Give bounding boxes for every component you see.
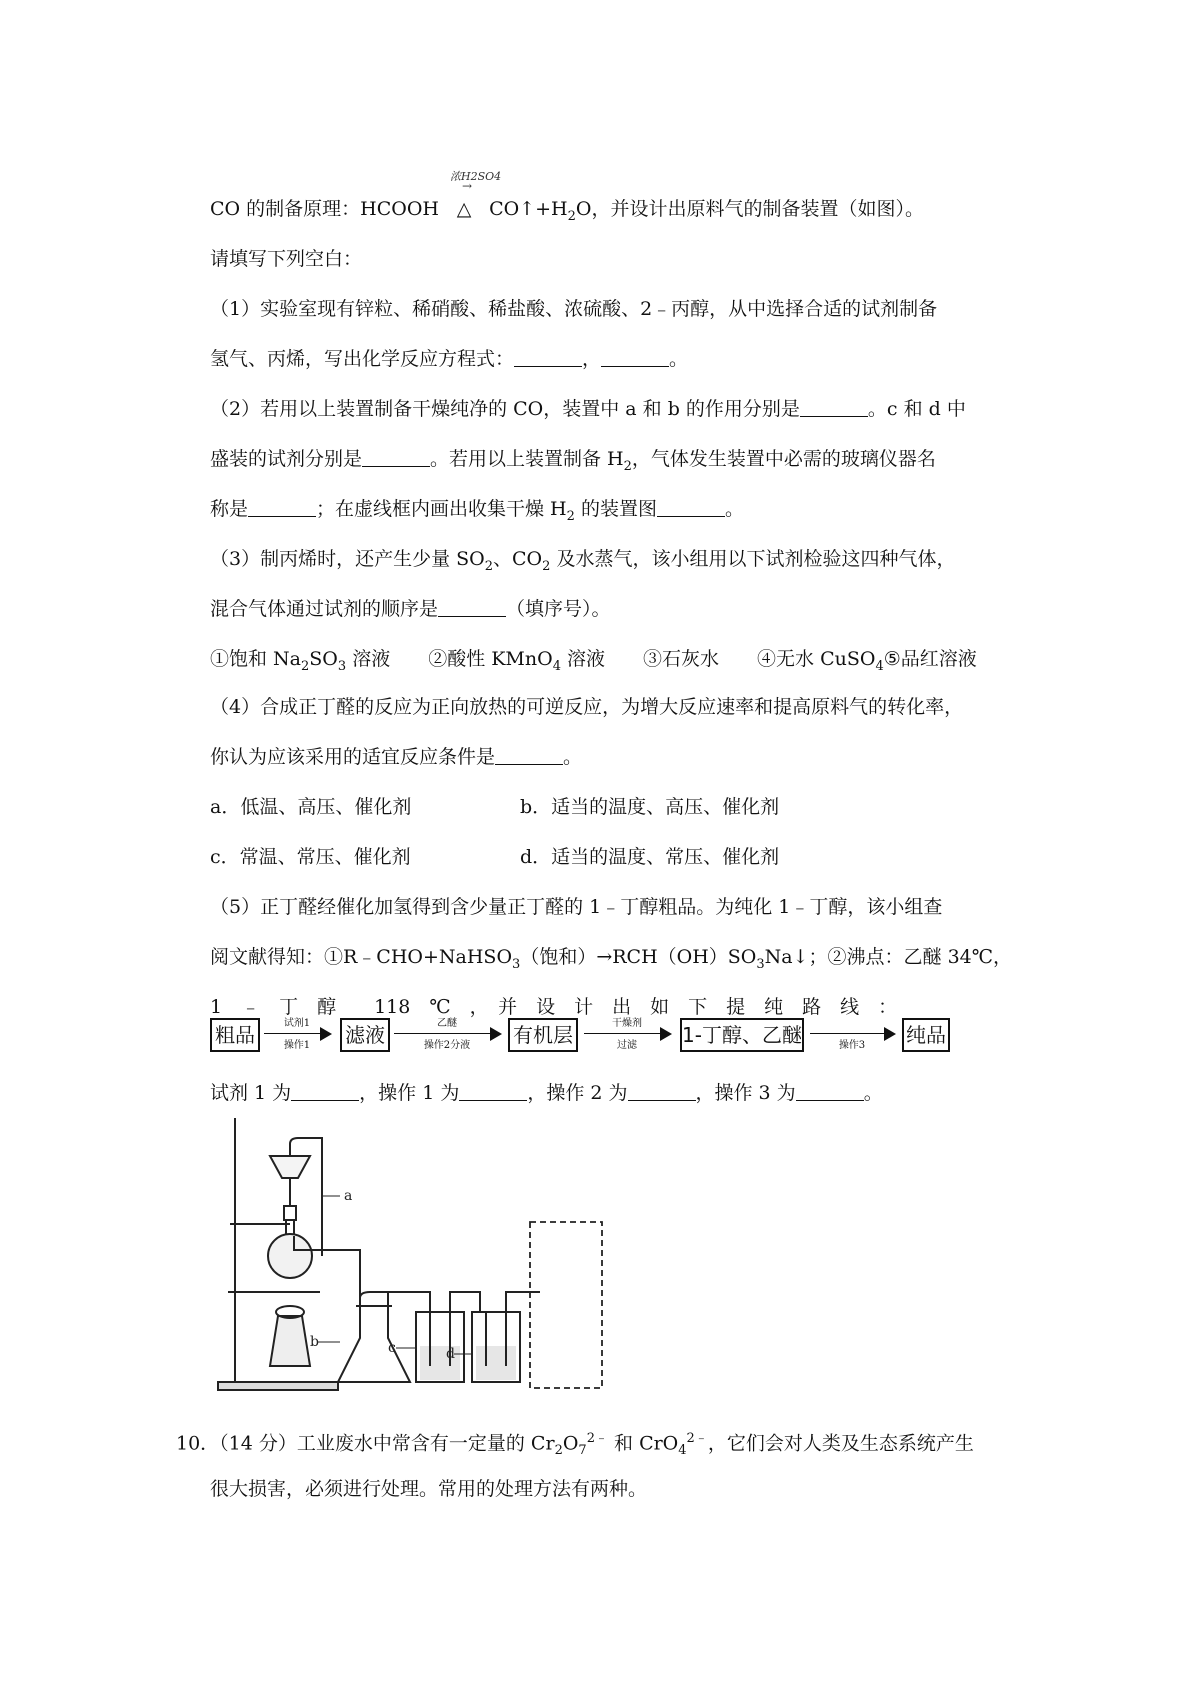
- option-d: d．适当的温度、常压、催化剂: [520, 846, 780, 868]
- condition-arrow: →: [462, 179, 473, 193]
- line-co-principle: CO 的制备原理：HCOOH △ $CO↑+H_2O$，并设计出原料气的制备装置（如图）。: [210, 198, 924, 224]
- question-2-line-1: （2）若用以上装置制备干燥纯净的 CO，装置中 a 和 b 的作用分别是 。c 和 d 中: [210, 398, 966, 420]
- question-3-line-1: （3）制丙烯时，还产生少量 $SO_2$、$CO_2$ 及水蒸气，该小组用以下试剂检验这四种气体，: [210, 548, 956, 574]
- question-10-line-2: 很大损害，必须进行处理。常用的处理方法有两种。: [210, 1478, 648, 1500]
- answer-blank[interactable]: [291, 1082, 359, 1101]
- instruction: 请填写下列空白：: [210, 248, 363, 270]
- answer-blank[interactable]: [601, 348, 669, 367]
- label-a: a: [344, 1188, 353, 1204]
- flow-arrow: 操作3: [808, 1014, 896, 1054]
- flow-arrow: 乙醚 操作2分液: [392, 1014, 502, 1054]
- flow-box-butanol-ether: 1-丁醇、乙醚: [680, 1018, 804, 1052]
- question-2-line-2: 盛装的试剂分别是 。若用以上装置制备 $H_2$，气体发生装置中必需的玻璃仪器名: [210, 448, 936, 474]
- answer-blank[interactable]: [657, 498, 725, 517]
- flow-arrow: 试剂1 操作1: [262, 1014, 332, 1054]
- answer-blank[interactable]: [362, 448, 430, 467]
- answer-blank[interactable]: [514, 348, 582, 367]
- flow-box-crude: 粗品: [210, 1018, 260, 1052]
- option-a: a．低温、高压、催化剂: [210, 796, 412, 818]
- question-1-line-2: 氢气、丙烯，写出化学反应方程式： ， 。: [210, 348, 689, 370]
- flow-box-pure: 纯品: [902, 1018, 950, 1052]
- flow-arrow: 干燥剂 过滤: [582, 1014, 672, 1054]
- answer-blank[interactable]: [438, 598, 506, 617]
- label-b: b: [310, 1334, 319, 1350]
- answer-blank[interactable]: [628, 1082, 696, 1101]
- question-4-line-1: （4）合成正丁醛的反应为正向放热的可逆反应，为增大反应速率和提高原料气的转化率，: [210, 696, 964, 718]
- purification-flowchart: [210, 1014, 1010, 1054]
- question-2-line-3: 称是 ；在虚线框内画出收集干燥 $H_2$ 的装置图 。: [210, 498, 744, 524]
- label-c: c: [388, 1340, 396, 1356]
- answer-blank[interactable]: [495, 746, 563, 765]
- answer-blank[interactable]: [796, 1082, 864, 1101]
- option-c: c．常温、常压、催化剂: [210, 846, 411, 868]
- flow-box-filtrate: 滤液: [340, 1018, 390, 1052]
- question-5-line-2: 阅文献得知：①R﹣CHO+NaHSO$_3$（饱和）$\to RCH(OH)SO_3Na↓$；②沸点：乙醚 34℃，: [210, 946, 1013, 972]
- answer-blank[interactable]: [459, 1082, 527, 1101]
- reagent-list: ①饱和 $Na_2SO_3$ 溶液 ②酸性 KMnO$_4$ 溶液 ③石灰水 ④无水 CuSO$_4$⑤品红溶液: [210, 648, 977, 674]
- question-4-line-2: 你认为应该采用的适宜反应条件是 。: [210, 746, 583, 768]
- answer-blank[interactable]: [248, 498, 316, 517]
- heat-symbol: △: [456, 198, 472, 220]
- question-1-line-1: （1）实验室现有锌粒、稀硝酸、稀盐酸、浓硫酸、2﹣丙醇，从中选择合适的试剂制备: [210, 298, 938, 320]
- flow-box-organic-layer: 有机层: [508, 1018, 578, 1052]
- question-5-line-3: 1 ﹣ 丁 醇 118 ℃ ， 并 设 计 出 如 下 提 纯 路 线 ：: [210, 996, 898, 1018]
- apparatus-diagram: [210, 1116, 670, 1398]
- question-5-answers: 试剂 1 为 ，操作 1 为 ，操作 2 为 ，操作 3 为 。: [210, 1082, 883, 1104]
- question-3-line-2: 混合气体通过试剂的顺序是 （填序号）。: [210, 598, 611, 620]
- reaction-condition: 浓H2SO4: [450, 170, 502, 183]
- answer-blank[interactable]: [800, 398, 868, 417]
- label-d: d: [446, 1346, 455, 1362]
- question-5-line-1: （5）正丁醛经催化加氢得到含少量正丁醛的 1﹣丁醇粗品。为纯化 1﹣丁醇，该小组查: [210, 896, 943, 918]
- question-10-line-1: 10．（14 分）工业废水中常含有一定量的 $Cr_2O_7^{2﹣}$ 和 CrO$_4^{2﹣}$，它们会对人类及生态系统产生: [176, 1431, 974, 1459]
- option-b: b．适当的温度、高压、催化剂: [520, 796, 780, 818]
